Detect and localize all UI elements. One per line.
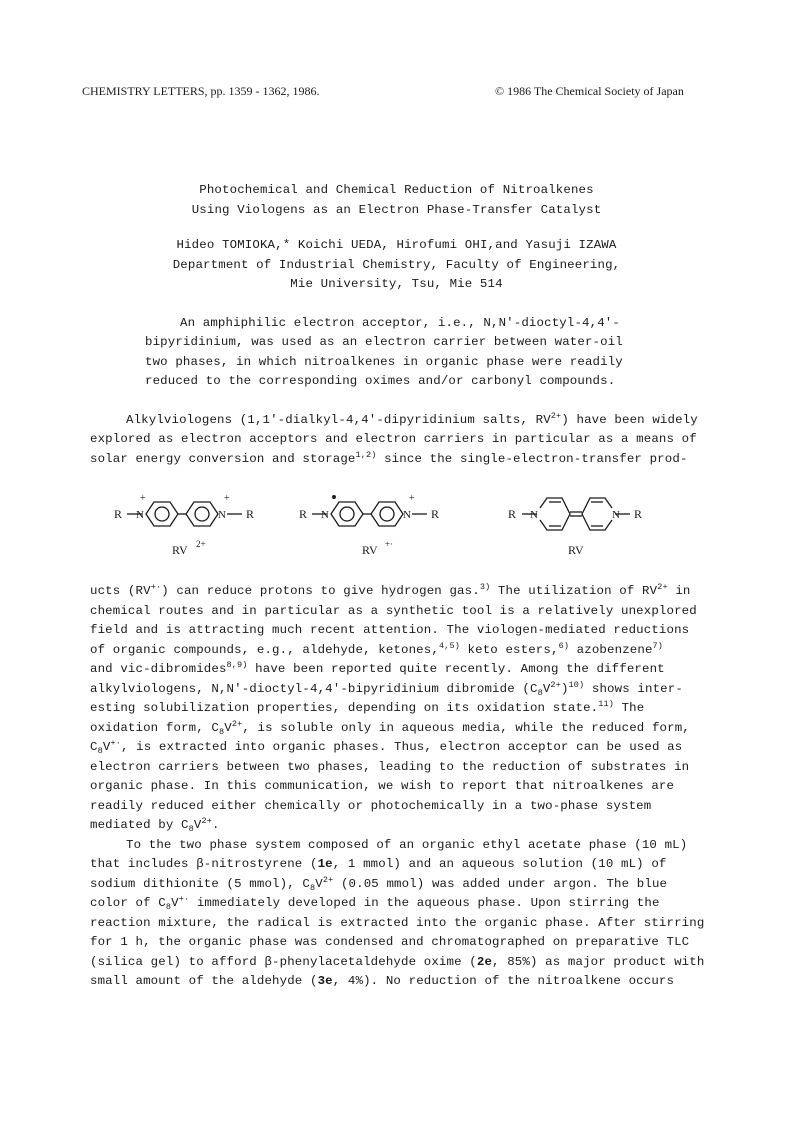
body-line: solar energy conversion and storage$^{1,2)}$ since the single-electron-transfer prod- bbox=[90, 450, 688, 466]
body-line: electron carriers between two phases, leading to the reduction of substrates in bbox=[90, 760, 690, 774]
body-line: $C_8V^{+\cdot}$, is extracted into organic phases. Thus, electron acceptor can be used as bbox=[90, 738, 683, 756]
body-line: organic phase. In this communication, we wish to report that nitroalkenes are bbox=[90, 779, 675, 793]
rv2-caption: RV bbox=[172, 543, 188, 557]
rv-caption: RV bbox=[568, 543, 584, 557]
rv2-left-n: N bbox=[136, 509, 144, 521]
title-line-2: Using Viologens as an Electron Phase-Transfer Catalyst bbox=[191, 203, 602, 217]
body-line: oxidation form, $C_8V^{2+}$, is soluble only in aqueous media, while the reduced form, bbox=[90, 719, 690, 737]
rvrad-left-r: R bbox=[299, 507, 308, 521]
title-line-1: Photochemical and Chemical Reduction of Nitroalkenes bbox=[199, 183, 594, 197]
body-line: alkylviologens, N,N'-dioctyl-4,4'-bipyridinium dibromide $(C_8V^{2+})^{10)}$ shows inter- bbox=[90, 680, 683, 698]
rv2-left-r: R bbox=[114, 507, 123, 521]
body-line: for 1 h, the organic phase was condensed and chromatographed on preparative TLC bbox=[90, 935, 690, 949]
authors: Hideo TOMIOKA,* Koichi UEDA, Hirofumi OHI,and Yasuji IZAWA bbox=[176, 238, 617, 252]
copyright-notice: © 1986 The Chemical Society of Japan bbox=[495, 84, 684, 98]
body-line: field and is attracting much recent attention. The viologen-mediated reductions bbox=[90, 623, 690, 637]
svg-text:+: + bbox=[140, 493, 146, 504]
body-line: explored as electron acceptors and electron carriers in particular as a means of bbox=[90, 432, 697, 446]
body-line: small amount of the aldehyde (3e, 4%). No reduction of the nitroalkene occurs bbox=[90, 974, 675, 988]
body-line: To the two phase system composed of an organic ethyl acetate phase (10 mL) bbox=[126, 838, 688, 852]
abstract-line: reduced to the corresponding oximes and/or carbonyl compounds. bbox=[145, 374, 616, 388]
rv-right-r: R bbox=[634, 507, 643, 521]
affiliation-line-2: Mie University, Tsu, Mie 514 bbox=[290, 277, 503, 291]
body-line: and vic-dibromides$^{8,9)}$ have been reported quite recently. Among the different bbox=[90, 660, 665, 676]
rv-left-r: R bbox=[508, 507, 517, 521]
body-line: (silica gel) to afford β-phenylacetaldehyde oxime (2e, 85%) as major product with bbox=[90, 955, 705, 969]
body-line: that includes β-nitrostyrene (1e, 1 mmol) and an aqueous solution (10 mL) of bbox=[90, 857, 667, 871]
rvrad-right-r: R bbox=[431, 507, 440, 521]
rv2-charge: 2+ bbox=[196, 539, 206, 549]
body-line: chemical routes and in particular as a synthetic tool is a relatively unexplored bbox=[90, 604, 697, 618]
body-line: esting solubilization properties, depending on its oxidation state.$^{11)}$ The bbox=[90, 699, 645, 715]
journal-citation: CHEMISTRY LETTERS, pp. 1359 - 1362, 1986. bbox=[82, 84, 320, 98]
body-line: of organic compounds, e.g., aldehyde, ketones,$^{4,5)}$ keto esters,$^{6)}$ azobenzene$^{7)}$ bbox=[90, 641, 664, 657]
body-line: Alkylviologens (1,1'-dialkyl-4,4'-dipyridinium salts, $RV^{2+}$) have been widely bbox=[126, 411, 698, 427]
abstract-line: An amphiphilic electron acceptor, i.e., N,N'-dioctyl-4,4'- bbox=[180, 316, 620, 330]
abstract-line: two phases, in which nitroalkenes in organic phase were readily bbox=[145, 355, 623, 369]
rv2-right-r: R bbox=[246, 507, 255, 521]
affiliation-line-1: Department of Industrial Chemistry, Faculty of Engineering, bbox=[172, 258, 621, 272]
body-line: readily reduced either chemically or photochemically in a two-phase system bbox=[90, 799, 652, 813]
rvrad-caption: RV bbox=[362, 543, 378, 557]
body-line: mediated by $C_8V^{2+}$. bbox=[90, 816, 220, 834]
rv-right-n: N bbox=[612, 509, 620, 521]
rvrad-left-n: N bbox=[321, 509, 329, 521]
svg-text:+: + bbox=[409, 493, 415, 504]
body-line: ucts (RV+·) can reduce protons to give hydrogen gas.$^{3)}$ The utilization of $RV^{2+}$ in bbox=[90, 582, 691, 598]
rvrad-right-n: N bbox=[403, 509, 411, 521]
rvrad-charge: +· bbox=[385, 539, 394, 549]
body-line: sodium dithionite (5 mmol), $C_8V^{2+}$ (0.05 mmol) was added under argon. The blue bbox=[90, 875, 668, 893]
viologen-structures bbox=[100, 488, 680, 568]
rv-left-n: N bbox=[530, 509, 538, 521]
abstract-line: bipyridinium, was used as an electron carrier between water-oil bbox=[145, 335, 623, 349]
svg-text:+: + bbox=[224, 493, 230, 504]
rv2-right-n: N bbox=[218, 509, 226, 521]
body-line: color of $C_8V^{+\cdot}$ immediately developed in the aqueous phase. Upon stirring the bbox=[90, 894, 660, 912]
body-line: reaction mixture, the radical is extracted into the organic phase. After stirring bbox=[90, 916, 705, 930]
